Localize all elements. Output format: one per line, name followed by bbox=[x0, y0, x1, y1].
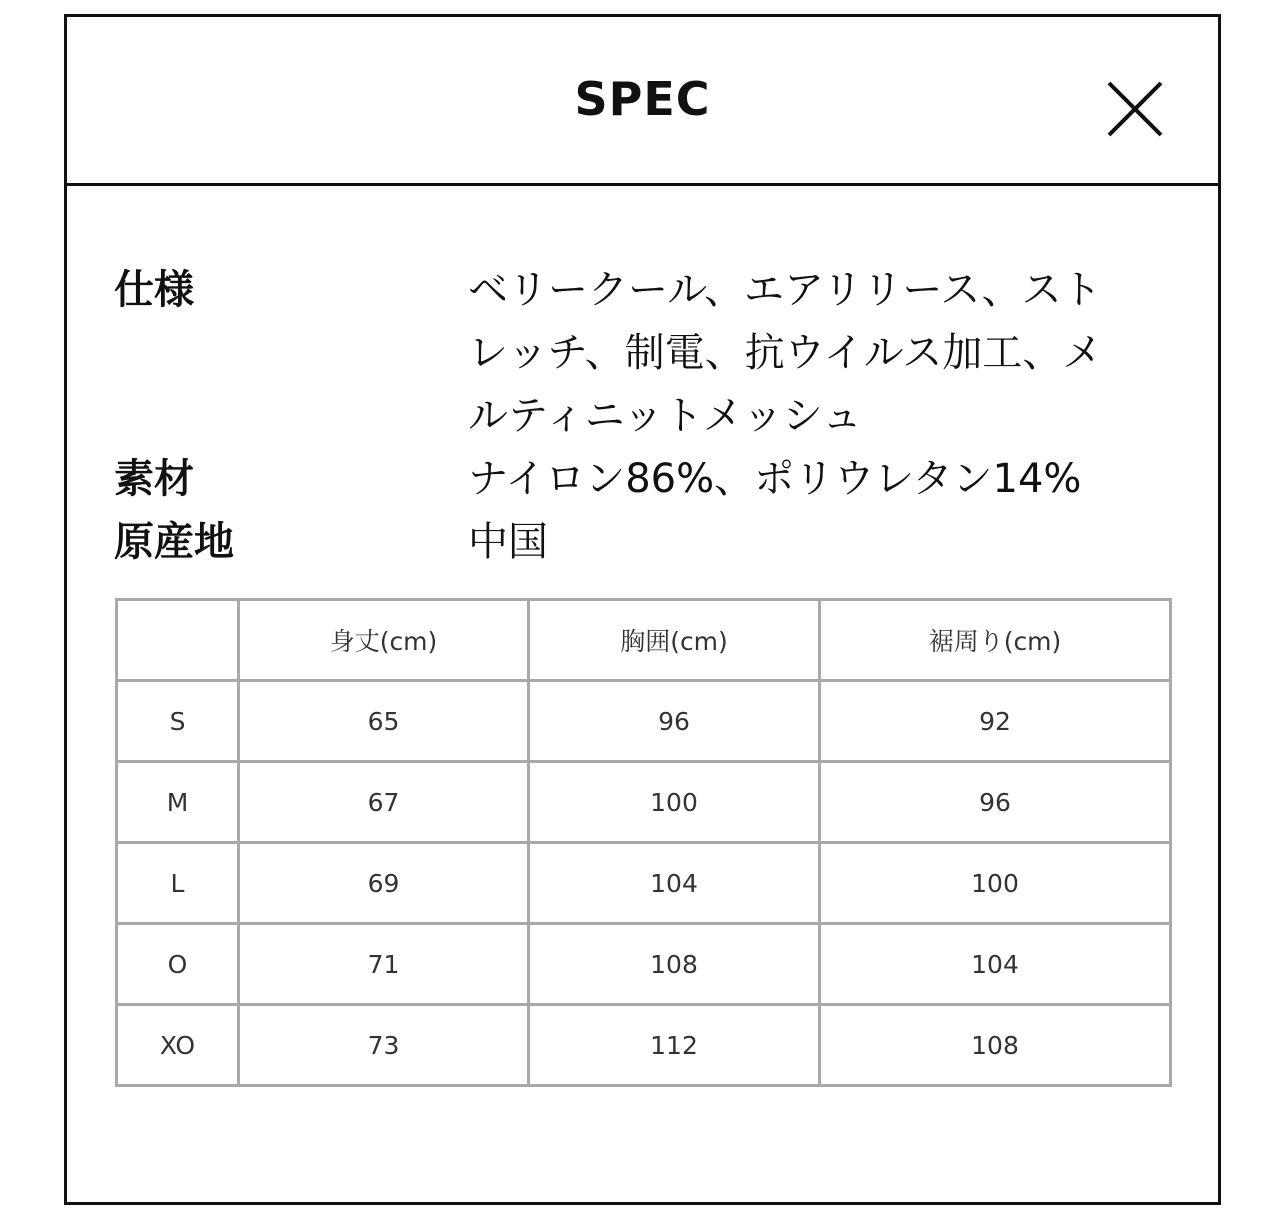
table-cell: 73 bbox=[239, 1005, 529, 1086]
table-header-cell bbox=[117, 600, 239, 681]
size-table bbox=[115, 598, 1172, 1087]
spec-value: ナイロン86%、ポリウレタン14% bbox=[468, 456, 1082, 502]
spec-modal bbox=[64, 14, 1221, 1205]
size-cell: M bbox=[117, 762, 239, 843]
modal-header bbox=[67, 17, 1218, 186]
table-cell: 104 bbox=[820, 924, 1171, 1005]
table-cell: 67 bbox=[239, 762, 529, 843]
size-cell: L bbox=[117, 843, 239, 924]
table-cell: 96 bbox=[529, 681, 820, 762]
table-cell: 112 bbox=[529, 1005, 820, 1086]
table-header-cell: 裾周り(cm) bbox=[820, 600, 1171, 681]
table-cell: 104 bbox=[529, 843, 820, 924]
table-cell: 108 bbox=[529, 924, 820, 1005]
table-cell: 100 bbox=[820, 843, 1171, 924]
spec-label: 素材 bbox=[114, 456, 194, 502]
table-cell: 65 bbox=[239, 681, 529, 762]
spec-label: 原産地 bbox=[114, 519, 234, 565]
modal-title: SPEC bbox=[574, 72, 711, 126]
spec-row-origin bbox=[114, 511, 1154, 574]
close-icon bbox=[1105, 79, 1165, 139]
size-cell: XO bbox=[117, 1005, 239, 1086]
table-row bbox=[117, 843, 1171, 924]
size-cell: S bbox=[117, 681, 239, 762]
size-cell: O bbox=[117, 924, 239, 1005]
table-row bbox=[117, 681, 1171, 762]
spec-label: 仕様 bbox=[114, 267, 194, 313]
spec-value: 中国 bbox=[468, 519, 548, 565]
close-button[interactable] bbox=[1105, 79, 1165, 139]
table-header-cell: 身丈(cm) bbox=[239, 600, 529, 681]
table-cell: 96 bbox=[820, 762, 1171, 843]
spec-value: ベリークール、エアリリース、ストレッチ、制電、抗ウイルス加工、メルティニットメッシュ bbox=[468, 267, 1103, 439]
table-header-row bbox=[117, 600, 1171, 681]
table-row bbox=[117, 1005, 1171, 1086]
spec-row-features bbox=[114, 259, 1154, 448]
spec-row-material bbox=[114, 448, 1154, 511]
table-cell: 100 bbox=[529, 762, 820, 843]
table-cell: 92 bbox=[820, 681, 1171, 762]
table-row bbox=[117, 762, 1171, 843]
table-row bbox=[117, 924, 1171, 1005]
table-cell: 108 bbox=[820, 1005, 1171, 1086]
table-cell: 69 bbox=[239, 843, 529, 924]
spec-list bbox=[114, 259, 1154, 574]
table-cell: 71 bbox=[239, 924, 529, 1005]
table-header-cell: 胸囲(cm) bbox=[529, 600, 820, 681]
